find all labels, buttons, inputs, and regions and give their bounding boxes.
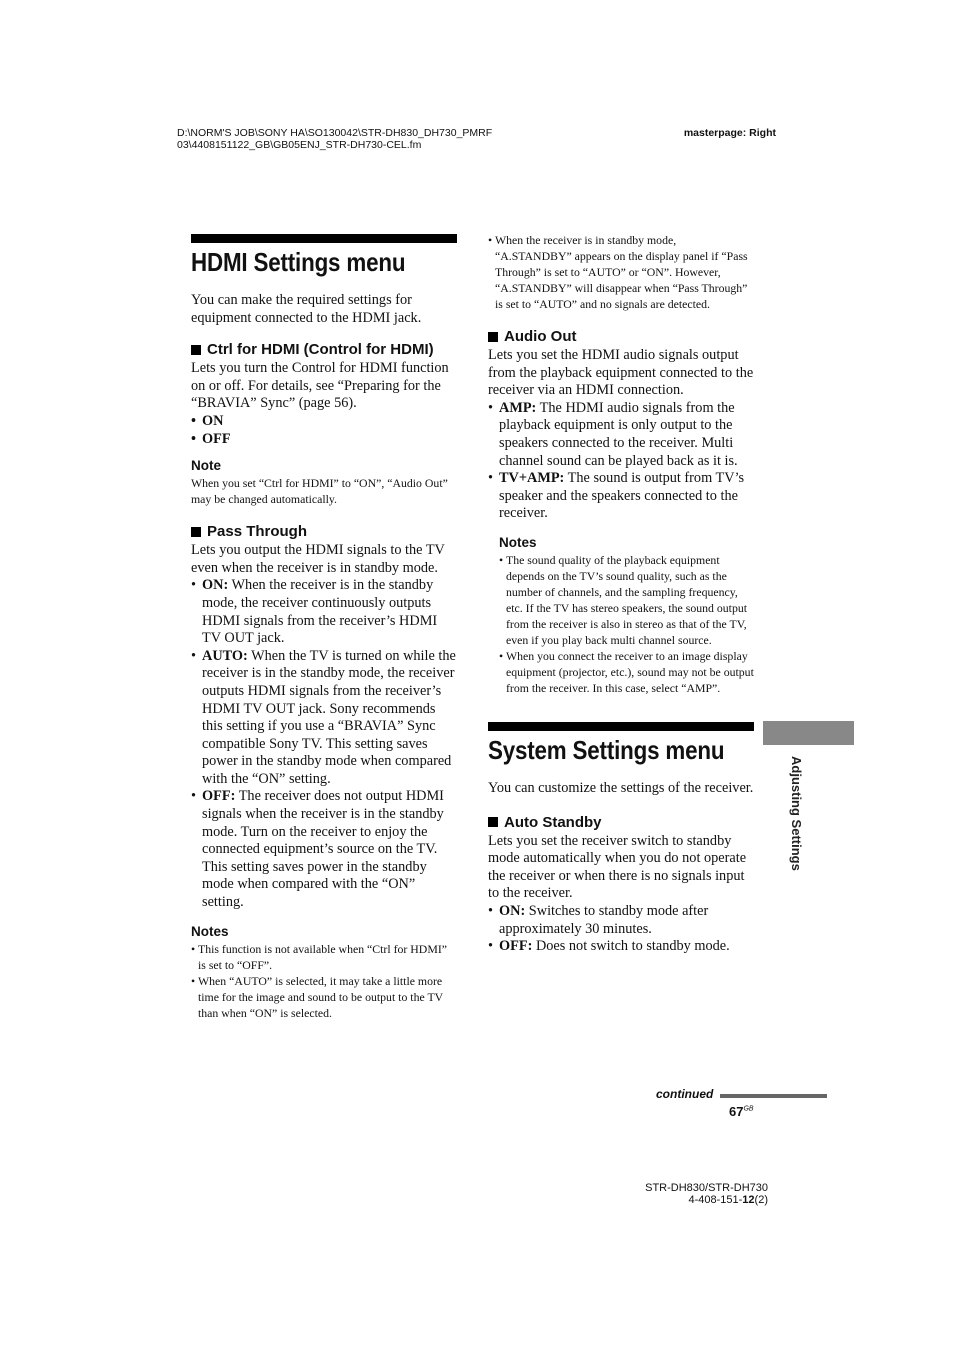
square-bullet-icon <box>488 332 498 342</box>
item-text: The HDMI audio signals from the playback equipment is only output to the speakers connected to the receiver. Multi channel sound can be played back as it is. <box>499 399 738 469</box>
ctrl-hdmi-heading <box>191 341 457 358</box>
model-code-bold: 12 <box>742 1194 755 1206</box>
item-text: When the receiver is in the standby mode, the receiver continuously outputs HDMI signals from the receiver’s HDMI TV OUT jack. <box>202 577 438 647</box>
note-item: • When “AUTO” is selected, it may take a little more time for the image and sound to be output to the TV than when “ON” is selected. <box>191 973 457 1021</box>
continued-label: continued <box>656 1087 714 1101</box>
model-info <box>642 1182 768 1206</box>
auto-standby-body: Lets you set the receiver switch to standby mode automatically when you do not operate the receiver or when there is no signals input to the receiver. <box>488 832 747 902</box>
item-text: Does not switch to standby mode. <box>535 938 730 955</box>
item-term: ON: <box>202 577 229 594</box>
list-item <box>488 938 754 956</box>
side-tab-marker <box>763 721 854 745</box>
hdmi-section-title: HDMI Settings menu <box>191 247 406 277</box>
square-bullet-icon <box>191 345 201 355</box>
model-code-prefix: 4-408-151- <box>688 1194 743 1206</box>
note-item: • The sound quality of the playback equipment depends on the TV’s sound quality, such as the number of channels, and the sampling frequency, etc. If the TV has stereo speakers, the sound output from the receiver is also in stereo as that of the TV, even if you play back multi channel source. <box>499 552 754 648</box>
title-rule <box>191 234 457 243</box>
model-code-suffix: (2) <box>754 1194 768 1206</box>
continued-rule <box>720 1094 827 1098</box>
item-text: The sound is output from TV’s speaker and the speakers connected to the receiver. <box>499 470 745 522</box>
item-term: ON: <box>499 902 526 919</box>
list-item <box>488 903 754 938</box>
ctrl-note-text: When you set “Ctrl for HDMI” to “ON”, “Audio Out” may be changed automatically. <box>191 476 448 507</box>
item-term: AMP: <box>499 399 537 416</box>
model-line-1: STR-DH830/STR-DH730 <box>645 1182 768 1194</box>
page-number-value: 67 <box>729 1104 744 1119</box>
pass-notes-continued <box>488 232 754 312</box>
ctrl-note-heading: Note <box>191 458 221 474</box>
option-off: • OFF <box>191 431 457 449</box>
page-number-suffix: GB <box>743 1105 754 1113</box>
list-item <box>191 788 457 911</box>
item-text: Switches to standby mode after approximately 30 minutes. <box>499 902 709 937</box>
pass-through-heading <box>191 523 457 540</box>
item-term: AUTO: <box>202 647 248 664</box>
auto-standby-list <box>488 903 754 956</box>
note-item: • This function is not available when “Ctrl for HDMI” is set to “OFF”. <box>191 941 457 973</box>
audio-notes <box>499 535 754 696</box>
square-bullet-icon <box>488 817 498 827</box>
left-column <box>191 234 457 1021</box>
ctrl-hdmi-options <box>191 413 457 448</box>
list-item <box>488 400 754 470</box>
ctrl-hdmi-heading-text: Ctrl for HDMI (Control for HDMI) <box>207 341 434 359</box>
auto-standby-heading-text: Auto Standby <box>504 813 602 831</box>
file-path-line-2: 03\4408151122_GB\GB05ENJ_STR-DH730-CEL.fm <box>177 139 422 151</box>
item-text: The receiver does not output HDMI signals when the receiver is in the standby mode. Turn on the receiver to enjoy the connected equipment’s source on the TV. This setting saves power in the standby mode when compared with the “ON” setting. <box>202 788 444 911</box>
right-column <box>488 232 754 956</box>
audio-notes-list <box>499 552 754 696</box>
item-term: OFF: <box>202 788 236 805</box>
pass-notes-heading: Notes <box>191 923 229 939</box>
option-on: • ON <box>191 413 457 431</box>
note-item: • When the receiver is in standby mode, “A.STANDBY” appears on the display panel if “Pass Through” is set to “AUTO” or “ON”. However, “A.STANDBY” will disappear when “Pass Through” is set to “AUTO” and no signals are detected. <box>488 232 754 312</box>
audio-out-heading <box>488 328 754 345</box>
audio-out-body: Lets you set the HDMI audio signals output from the playback equipment connected to the receiver via an HDMI connection. <box>488 347 754 399</box>
title-rule <box>488 722 754 731</box>
file-path-header <box>177 127 492 151</box>
file-path-line-1: D:\NORM'S JOB\SONY HA\SO130042\STR-DH830_DH730_PMRF <box>177 127 493 139</box>
hdmi-intro: You can make the required settings for equipment connected to the HDMI jack. <box>191 292 422 326</box>
audio-out-heading-text: Audio Out <box>504 328 577 345</box>
item-term: OFF: <box>499 938 533 955</box>
system-intro: You can customize the settings of the receiver. <box>488 779 754 796</box>
pass-notes-list <box>191 941 457 1021</box>
auto-standby-heading <box>488 814 754 831</box>
audio-out-list <box>488 400 754 523</box>
square-bullet-icon <box>191 527 201 537</box>
pass-through-body: Lets you output the HDMI signals to the TV even when the receiver is in standby mode. <box>191 542 445 576</box>
list-item <box>191 648 457 789</box>
model-line-2 <box>642 1194 768 1206</box>
note-item: • When you connect the receiver to an image display equipment (projector, etc.), sound may not be output from the receiver. In this case, select “AMP”. <box>499 648 754 696</box>
system-section-title: System Settings menu <box>488 734 725 765</box>
pass-through-heading-text: Pass Through <box>207 523 308 541</box>
ctrl-hdmi-body: Lets you turn the Control for HDMI function on or off. For details, see “Preparing for the “BRAVIA” Sync” (page 56). <box>191 360 449 412</box>
item-term: TV+AMP: <box>499 470 565 487</box>
list-item <box>191 577 457 647</box>
page-number <box>729 1104 754 1119</box>
list-item <box>488 470 754 523</box>
item-text: When the TV is turned on while the receiver is in the standby mode, the receiver outputs HDMI signals from the receiver’s HDMI TV OUT jack. Sony recommends this setting if you use a “BRAVIA” Sync compatible Sony TV. This setting saves power in the standby mode when compared with the “ON” setting. <box>202 647 456 787</box>
audio-notes-heading: Notes <box>499 534 537 550</box>
side-tab-label: Adjusting Settings <box>789 756 804 871</box>
masterpage-label: masterpage: Right <box>683 127 776 139</box>
pass-through-list <box>191 577 457 911</box>
